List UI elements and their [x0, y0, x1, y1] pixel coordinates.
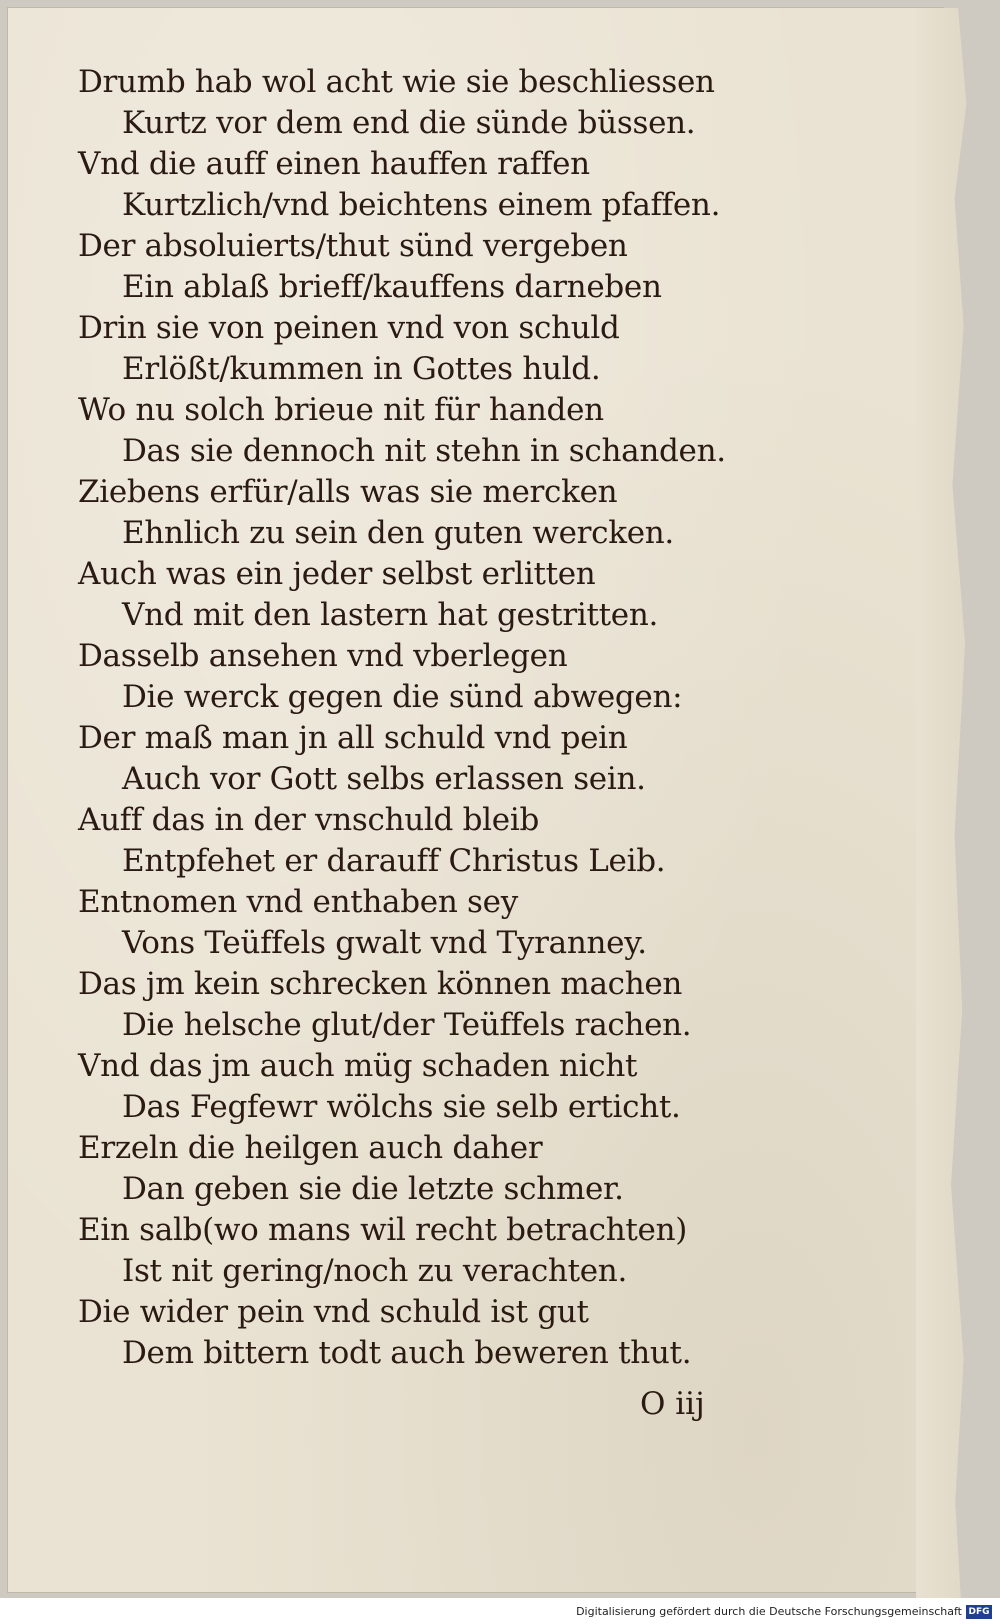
dfg-logo: DFG: [966, 1605, 992, 1619]
verse-line: Kurtzlich/vnd beichtens einem pfaffen.: [122, 187, 721, 223]
verse-line: Drumb hab wol acht wie sie beschliessen: [78, 64, 715, 100]
verse-line: Entnomen vnd enthaben sey: [78, 884, 518, 920]
poem-text-block: [78, 62, 758, 1374]
verse-line: Die helsche glut/der Teüffels rachen.: [122, 1007, 692, 1043]
verse-line: Erlößt/kummen in Gottes huld.: [122, 351, 601, 387]
verse-line: Auch vor Gott selbs erlassen sein.: [122, 761, 646, 797]
verse-line: Der absoluierts/thut sünd vergeben: [78, 228, 628, 264]
verse-line: Vnd das jm auch müg schaden nicht: [78, 1048, 638, 1084]
verse-line: Die werck gegen die sünd abwegen:: [122, 679, 683, 715]
verse-line: Dan geben sie die letzte schmer.: [122, 1171, 624, 1207]
verse-line: Das jm kein schrecken können machen: [78, 966, 683, 1002]
verse-line: Entpfehet er darauff Christus Leib.: [122, 843, 666, 879]
verse-line: Vnd mit den lastern hat gestritten.: [122, 597, 659, 633]
digitization-credit: Digitalisierung gefördert durch die Deutsche Forschungsgemeinschaft: [576, 1605, 962, 1618]
verse-line: Ziebens erfür/alls was sie mercken: [78, 474, 618, 510]
verse-line: Ehnlich zu sein den guten wercken.: [122, 515, 674, 551]
signature-mark: O iij: [640, 1386, 705, 1422]
verse-line: Auch was ein jeder selbst erlitten: [78, 556, 596, 592]
verse-line: Auff das in der vnschuld bleib: [78, 802, 539, 838]
verse-line: Kurtz vor dem end die sünde büssen.: [122, 105, 696, 141]
verse-line: Ein salb(wo mans wil recht betrachten): [78, 1212, 688, 1248]
verse-line: Der maß man jn all schuld vnd pein: [78, 720, 628, 756]
verse-line: Das Fegfewr wölchs sie selb erticht.: [122, 1089, 681, 1125]
verse-line: Dem bittern todt auch beweren thut.: [122, 1335, 692, 1371]
verse-line: Wo nu solch brieue nit für handen: [78, 392, 604, 428]
verse-line: Vons Teüffels gwalt vnd Tyranney.: [122, 925, 647, 961]
verse-line: Dasselb ansehen vnd vberlegen: [78, 638, 568, 674]
verse-line: Ist nit gering/noch zu verachten.: [122, 1253, 628, 1289]
verse-line: Vnd die auff einen hauffen raffen: [78, 146, 590, 182]
verse-line: Ein ablaß brieff/kauffens darneben: [122, 269, 662, 305]
verse-line: Die wider pein vnd schuld ist gut: [78, 1294, 589, 1330]
verse-line: Das sie dennoch nit stehn in schanden.: [122, 433, 726, 469]
verse-line: Drin sie von peinen vnd von schuld: [78, 310, 620, 346]
verse-line: Erzeln die heilgen auch daher: [78, 1130, 543, 1166]
footer-bar: [0, 1598, 1000, 1624]
